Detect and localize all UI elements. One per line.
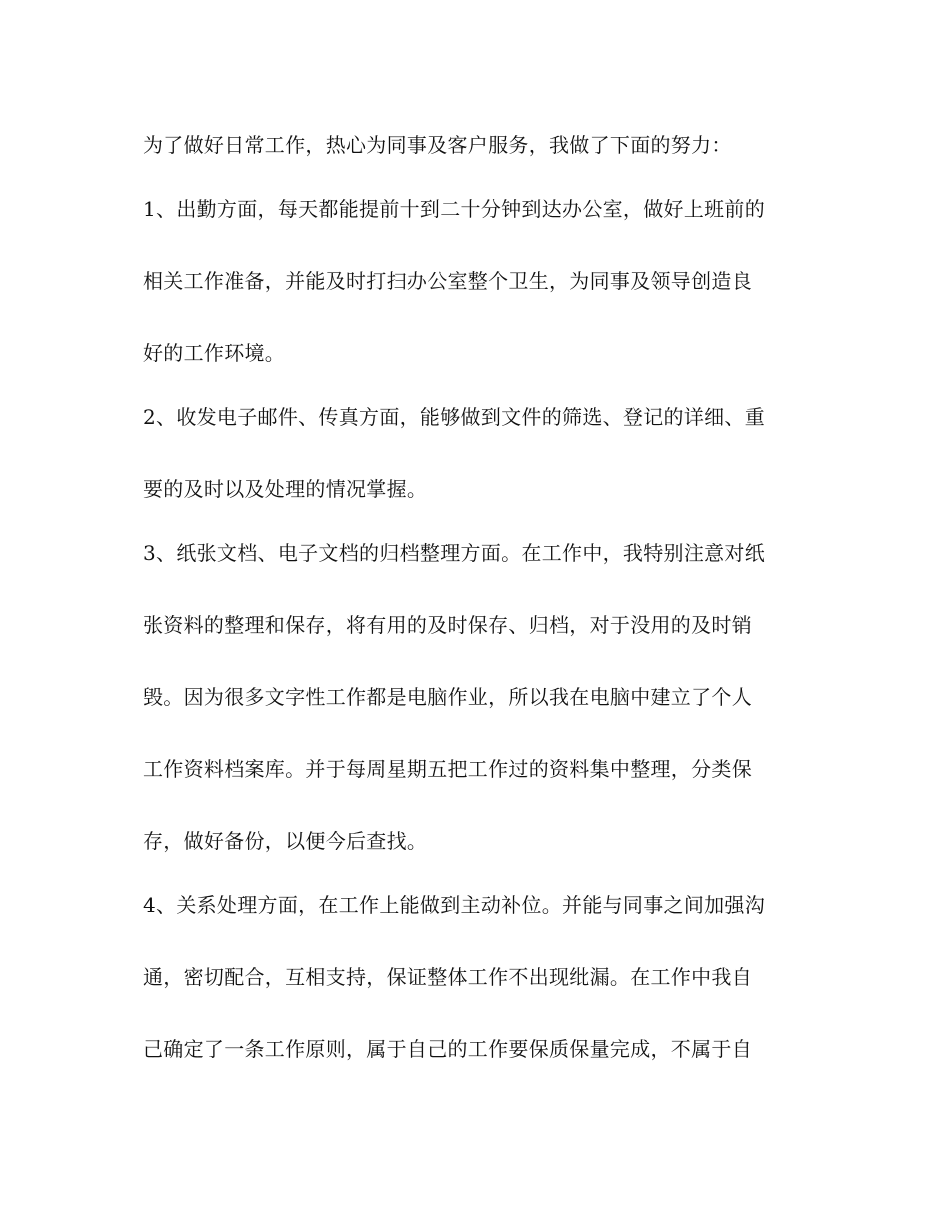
text-line-intro: 为了做好日常工作，热心为同事及客户服务，我做了下面的努力： xyxy=(143,133,732,157)
text-line-item2-b: 要的及时以及处理的情况掌握。 xyxy=(143,477,428,501)
text-line-item3-b: 张资料的整理和保存，将有用的及时保存、归档，对于没用的及时销 xyxy=(143,613,752,637)
text-line-item1-a: 1、出勤方面，每天都能提前十到二十分钟到达办公室，做好上班前的 xyxy=(143,197,766,221)
text-line-item3-a: 3、纸张文档、电子文档的归档整理方面。在工作中，我特别注意对纸 xyxy=(143,541,766,565)
text-line-item3-d: 工作资料档案库。并于每周星期五把工作过的资料集中整理，分类保 xyxy=(143,757,752,781)
text-line-item4-b: 通，密切配合，互相支持，保证整体工作不出现纰漏。在工作中我自 xyxy=(143,965,752,989)
text-line-item1-c: 好的工作环境。 xyxy=(143,341,286,365)
text-line-item1-b: 相关工作准备，并能及时打扫办公室整个卫生，为同事及领导创造良 xyxy=(143,269,752,293)
text-line-item3-e: 存，做好备份，以便今后查找。 xyxy=(143,829,428,853)
document-body xyxy=(143,124,808,1100)
text-line-item4-a: 4、关系处理方面，在工作上能做到主动补位。并能与同事之间加强沟 xyxy=(143,893,766,917)
text-line-item2-a: 2、收发电子邮件、传真方面，能够做到文件的筛选、登记的详细、重 xyxy=(143,405,766,429)
text-line-item4-c: 己确定了一条工作原则，属于自己的工作要保质保量完成，不属于自 xyxy=(143,1037,752,1061)
text-line-item3-c: 毁。因为很多文字性工作都是电脑作业，所以我在电脑中建立了个人 xyxy=(143,685,752,709)
